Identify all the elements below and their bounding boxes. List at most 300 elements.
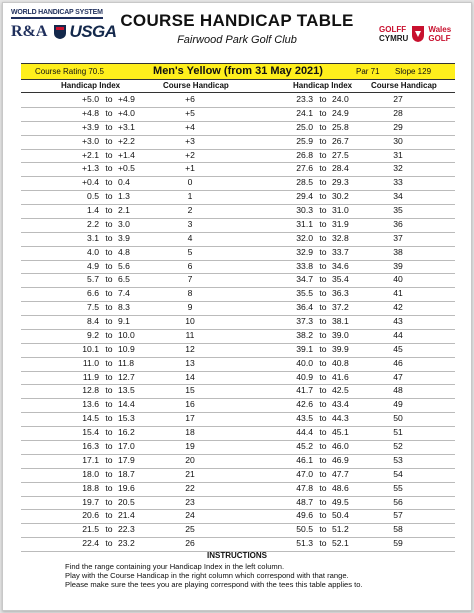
course-handicap: 22 — [185, 482, 195, 493]
course-handicap: 47 — [393, 371, 403, 382]
index-high: 24.0 — [332, 94, 349, 104]
index-low: 40.9 — [296, 371, 313, 382]
course-handicap: 21 — [185, 468, 195, 479]
index-low: 12.8 — [82, 385, 99, 396]
index-low: 20.6 — [82, 510, 99, 521]
to-word: to — [105, 357, 113, 368]
index-low: +3.9 — [82, 121, 99, 132]
course-handicap: 14 — [185, 371, 195, 382]
index-high: 30.2 — [332, 191, 349, 202]
course-handicap: 11 — [185, 329, 195, 340]
course-handicap: 4 — [187, 232, 193, 243]
index-high: +0.5 — [118, 163, 135, 174]
index-high: 41.6 — [332, 371, 349, 382]
index-high: 43.4 — [332, 399, 349, 410]
course-handicap: 45 — [393, 343, 403, 354]
index-low: 9.2 — [87, 329, 99, 340]
index-high: 9.1 — [118, 316, 130, 327]
index-high: 44.3 — [332, 413, 349, 424]
course-handicap: 17 — [185, 413, 195, 424]
column-header-index-left: Handicap Index — [61, 81, 121, 90]
table-row — [3, 219, 471, 233]
course-handicap: 32 — [393, 163, 403, 174]
randa-logo: R&A — [11, 23, 48, 40]
to-word: to — [319, 482, 327, 493]
to-word: to — [319, 413, 327, 424]
index-high: 35.4 — [332, 274, 349, 285]
index-low: 21.5 — [82, 524, 99, 535]
index-high: 2.1 — [118, 205, 130, 216]
column-header-handicap-right: Course Handicap — [371, 81, 437, 90]
instructions-title: INSTRUCTIONS — [207, 551, 267, 560]
index-low: 1.4 — [87, 205, 99, 216]
index-high: 15.3 — [118, 413, 135, 424]
index-high: 16.2 — [118, 427, 135, 438]
to-word: to — [319, 191, 327, 202]
index-low: +4.8 — [82, 107, 99, 118]
index-low: 34.7 — [296, 274, 313, 285]
course-handicap: 25 — [185, 524, 195, 535]
course-handicap: 12 — [185, 343, 195, 354]
course-handicap: 13 — [185, 357, 195, 368]
to-word: to — [105, 468, 113, 479]
course-handicap: 8 — [187, 288, 193, 299]
course-handicap: 46 — [393, 357, 403, 368]
index-low: 17.1 — [82, 454, 99, 465]
index-high: 20.5 — [118, 496, 135, 507]
to-word: to — [319, 538, 327, 549]
index-high: 14.4 — [118, 399, 135, 410]
index-low: 11.9 — [82, 371, 99, 382]
index-high: 19.6 — [118, 482, 135, 493]
index-low: 42.6 — [296, 399, 313, 410]
to-word: to — [105, 135, 113, 146]
index-low: 49.6 — [296, 510, 313, 521]
par-value: Par 71 — [356, 67, 380, 76]
index-high: 17.0 — [118, 441, 135, 451]
course-handicap: 54 — [393, 468, 403, 479]
course-handicap: 42 — [393, 302, 403, 313]
to-word: to — [105, 343, 113, 354]
to-word: to — [319, 371, 327, 382]
to-word: to — [105, 218, 113, 229]
course-rating: Course Rating 70.5 — [35, 67, 104, 76]
index-high: 3.0 — [118, 218, 130, 229]
handicap-table-page — [2, 2, 472, 611]
index-high: 31.0 — [332, 205, 349, 216]
index-high: 10.9 — [118, 343, 135, 354]
index-high: 4.8 — [118, 246, 130, 257]
course-handicap: 56 — [393, 496, 403, 507]
to-word: to — [319, 218, 327, 229]
to-word: to — [105, 441, 113, 451]
index-high: 11.8 — [118, 357, 135, 368]
to-word: to — [105, 260, 113, 271]
index-low: 47.8 — [296, 482, 313, 493]
course-handicap: 3 — [187, 218, 193, 229]
course-handicap: 43 — [393, 316, 403, 327]
index-low: 47.0 — [296, 468, 313, 479]
club-name: Fairwood Park Golf Club — [177, 34, 297, 46]
course-handicap: +1 — [185, 163, 195, 174]
to-word: to — [105, 496, 113, 507]
index-low: 41.7 — [296, 385, 313, 396]
to-word: to — [105, 232, 113, 243]
index-low: 24.1 — [296, 107, 313, 118]
index-low: 26.8 — [296, 149, 313, 160]
course-handicap: 20 — [185, 454, 195, 465]
course-handicap: 49 — [393, 399, 403, 410]
to-word: to — [105, 107, 113, 118]
index-high: 1.3 — [118, 191, 130, 202]
to-word: to — [105, 413, 113, 424]
to-word: to — [319, 107, 327, 118]
to-word: to — [319, 232, 327, 243]
table-row — [3, 136, 471, 150]
index-low: 33.8 — [296, 260, 313, 271]
index-high: 51.2 — [332, 524, 349, 535]
course-handicap: 41 — [393, 288, 403, 299]
course-handicap: +6 — [185, 94, 195, 104]
to-word: to — [319, 510, 327, 521]
index-high: 3.9 — [118, 232, 130, 243]
index-high: 12.7 — [118, 371, 135, 382]
index-low: 27.6 — [296, 163, 313, 174]
index-high: 50.4 — [332, 510, 349, 521]
to-word: to — [105, 274, 113, 285]
to-word: to — [319, 149, 327, 160]
index-high: 10.0 — [118, 329, 135, 340]
index-high: 27.5 — [332, 149, 349, 160]
index-low: 35.5 — [296, 288, 313, 299]
index-high: 24.9 — [332, 107, 349, 118]
to-word: to — [105, 399, 113, 410]
course-handicap: 30 — [393, 135, 403, 146]
index-low: 4.9 — [87, 260, 99, 271]
to-word: to — [105, 524, 113, 535]
index-low: 19.7 — [82, 496, 99, 507]
index-low: 50.5 — [296, 524, 313, 535]
to-word: to — [105, 163, 113, 174]
index-low: 2.2 — [87, 218, 99, 229]
index-high: 36.3 — [332, 288, 349, 299]
header-divider — [21, 92, 455, 93]
to-word: to — [319, 121, 327, 132]
to-word: to — [105, 94, 113, 104]
index-high: +1.4 — [118, 149, 135, 160]
to-word: to — [105, 149, 113, 160]
to-word: to — [319, 135, 327, 146]
course-handicap: 58 — [393, 524, 403, 535]
instruction-line: Find the range containing your Handicap Index in the left column. — [65, 562, 285, 571]
index-high: 49.5 — [332, 496, 349, 507]
course-handicap: 37 — [393, 232, 403, 243]
table-row — [3, 524, 471, 538]
index-high: 21.4 — [118, 510, 135, 521]
course-handicap: 33 — [393, 177, 403, 188]
index-low: 30.3 — [296, 205, 313, 216]
index-high: 25.8 — [332, 121, 349, 132]
index-low: 25.0 — [296, 121, 313, 132]
index-low: 15.4 — [82, 427, 99, 438]
index-low: 40.0 — [296, 357, 313, 368]
index-low: 28.5 — [296, 177, 313, 188]
index-high: 48.6 — [332, 482, 349, 493]
course-handicap: 57 — [393, 510, 403, 521]
course-handicap: 39 — [393, 260, 403, 271]
course-handicap: +5 — [185, 107, 195, 118]
index-low: 29.4 — [296, 191, 313, 202]
index-high: 46.0 — [332, 441, 349, 451]
to-word: to — [319, 246, 327, 257]
course-handicap: 18 — [185, 427, 195, 438]
index-high: 37.2 — [332, 302, 349, 313]
course-handicap: 7 — [187, 274, 193, 285]
index-low: +3.0 — [82, 135, 99, 146]
index-low: 43.5 — [296, 413, 313, 424]
course-handicap: 31 — [393, 149, 403, 160]
index-low: +2.1 — [82, 149, 99, 160]
course-handicap: 26 — [185, 538, 195, 549]
index-low: 46.1 — [296, 454, 313, 465]
tee-name: Men's Yellow (from 31 May 2021) — [153, 65, 323, 77]
course-handicap: 35 — [393, 205, 403, 216]
index-high: 32.8 — [332, 232, 349, 243]
index-low: 4.0 — [87, 246, 99, 257]
tee-info-band — [21, 63, 455, 80]
cymru-logo-text: CYMRU — [379, 34, 409, 43]
index-low: 18.8 — [82, 482, 99, 493]
to-word: to — [105, 538, 113, 549]
index-low: 32.0 — [296, 232, 313, 243]
index-high: 31.9 — [332, 218, 349, 229]
index-high: 6.5 — [118, 274, 130, 285]
index-low: 32.9 — [296, 246, 313, 257]
to-word: to — [319, 205, 327, 216]
index-low: 6.6 — [87, 288, 99, 299]
table-row — [3, 177, 471, 191]
index-high: 40.8 — [332, 357, 349, 368]
whs-logo-text: WORLD HANDICAP SYSTEM — [11, 9, 103, 16]
course-handicap: 10 — [185, 316, 195, 327]
index-low: +5.0 — [82, 94, 99, 104]
index-low: 39.1 — [296, 343, 313, 354]
index-high: 39.9 — [332, 343, 349, 354]
course-handicap: 24 — [185, 510, 195, 521]
index-low: 23.3 — [296, 94, 313, 104]
to-word: to — [105, 329, 113, 340]
index-high: +3.1 — [118, 121, 135, 132]
index-high: +4.0 — [118, 107, 135, 118]
to-word: to — [105, 385, 113, 396]
to-word: to — [319, 94, 327, 104]
to-word: to — [319, 302, 327, 313]
index-low: +1.3 — [82, 163, 99, 174]
to-word: to — [319, 385, 327, 396]
to-word: to — [105, 371, 113, 382]
course-handicap: +2 — [185, 149, 195, 160]
course-handicap: 51 — [393, 427, 403, 438]
index-high: 47.7 — [332, 468, 349, 479]
index-high: 45.1 — [332, 427, 349, 438]
course-handicap: 48 — [393, 385, 403, 396]
course-handicap: 38 — [393, 246, 403, 257]
to-word: to — [105, 454, 113, 465]
index-low: 5.7 — [87, 274, 99, 285]
column-header-index-right: Handicap Index — [293, 81, 353, 90]
to-word: to — [105, 121, 113, 132]
index-high: 33.7 — [332, 246, 349, 257]
index-high: +2.2 — [118, 135, 135, 146]
to-word: to — [105, 427, 113, 438]
to-word: to — [105, 302, 113, 313]
index-low: +0.4 — [82, 177, 99, 188]
course-handicap: 27 — [393, 94, 403, 104]
course-handicap: 59 — [393, 538, 403, 549]
page-title: COURSE HANDICAP TABLE — [120, 11, 354, 30]
course-handicap: 36 — [393, 218, 403, 229]
index-high: 46.9 — [332, 454, 349, 465]
to-word: to — [319, 343, 327, 354]
index-high: 38.1 — [332, 316, 349, 327]
course-handicap: 6 — [187, 260, 193, 271]
index-low: 45.2 — [296, 441, 313, 451]
index-low: 3.1 — [87, 232, 99, 243]
course-handicap: 16 — [185, 399, 195, 410]
index-high: 28.4 — [332, 163, 349, 174]
index-low: 38.2 — [296, 329, 313, 340]
course-handicap: 15 — [185, 385, 195, 396]
index-high: 17.9 — [118, 454, 135, 465]
to-word: to — [319, 524, 327, 535]
to-word: to — [319, 177, 327, 188]
table-row — [3, 427, 471, 441]
to-word: to — [319, 427, 327, 438]
index-high: 8.3 — [118, 302, 130, 313]
to-word: to — [105, 191, 113, 202]
index-low: 7.5 — [87, 302, 99, 313]
index-low: 44.4 — [296, 427, 313, 438]
table-row — [3, 261, 471, 275]
index-high: 29.3 — [332, 177, 349, 188]
index-high: 42.5 — [332, 385, 349, 396]
to-word: to — [319, 316, 327, 327]
golff-logo-text: GOLFF — [379, 25, 407, 34]
to-word: to — [319, 454, 327, 465]
instruction-line: Play with the Course Handicap in the right column which correspond with that range. — [65, 571, 349, 580]
to-word: to — [105, 482, 113, 493]
course-handicap: 52 — [393, 441, 403, 451]
to-word: to — [319, 357, 327, 368]
to-word: to — [319, 468, 327, 479]
index-high: 18.7 — [118, 468, 135, 479]
course-handicap: 28 — [393, 107, 403, 118]
course-handicap: +4 — [185, 121, 195, 132]
to-word: to — [319, 441, 327, 451]
index-low: 13.6 — [82, 399, 99, 410]
to-word: to — [319, 260, 327, 271]
table-row — [3, 302, 471, 316]
course-handicap: 53 — [393, 454, 403, 465]
to-word: to — [319, 288, 327, 299]
index-low: 14.5 — [82, 413, 99, 424]
dragon-shield-icon — [411, 25, 425, 43]
index-low: 8.4 — [87, 316, 99, 327]
index-high: 23.2 — [118, 538, 135, 549]
table-row — [3, 483, 471, 497]
slope-value: Slope 129 — [395, 67, 432, 76]
golf-cymru-wales-golf-logo — [379, 21, 463, 47]
index-high: 0.4 — [118, 177, 130, 188]
wales-logo-text: Wales — [428, 25, 452, 34]
index-low: 10.1 — [82, 343, 99, 354]
table-row — [3, 344, 471, 358]
course-handicap: 44 — [393, 329, 403, 340]
instruction-line: Please make sure the tees you are playing correspond with the tees this table applies to. — [65, 580, 363, 589]
to-word: to — [105, 177, 113, 188]
course-handicap: 0 — [187, 177, 193, 188]
index-high: 13.5 — [118, 385, 135, 396]
index-low: 0.5 — [87, 191, 99, 202]
to-word: to — [319, 329, 327, 340]
course-handicap: 2 — [187, 205, 193, 216]
index-low: 51.3 — [296, 538, 313, 549]
course-handicap: 1 — [187, 191, 193, 202]
index-low: 31.1 — [296, 218, 313, 229]
course-handicap: 23 — [185, 496, 195, 507]
golf-logo-text: GOLF — [428, 34, 451, 43]
index-low: 22.4 — [82, 538, 99, 549]
to-word: to — [319, 274, 327, 285]
course-handicap: 40 — [393, 274, 403, 285]
index-low: 25.9 — [296, 135, 313, 146]
index-low: 48.7 — [296, 496, 313, 507]
to-word: to — [319, 163, 327, 174]
course-handicap: +3 — [185, 135, 195, 146]
to-word: to — [319, 399, 327, 410]
to-word: to — [105, 316, 113, 327]
index-high: 26.7 — [332, 135, 349, 146]
to-word: to — [105, 288, 113, 299]
index-high: +4.9 — [118, 94, 135, 104]
index-low: 37.3 — [296, 316, 313, 327]
index-high: 22.3 — [118, 524, 135, 535]
index-low: 11.0 — [82, 357, 99, 368]
course-handicap: 19 — [185, 441, 195, 451]
course-handicap: 5 — [187, 246, 193, 257]
index-high: 34.6 — [332, 260, 349, 271]
table-row — [3, 385, 471, 399]
to-word: to — [105, 246, 113, 257]
index-low: 16.3 — [82, 441, 99, 451]
column-header-handicap-left: Course Handicap — [163, 81, 229, 90]
index-high: 52.1 — [332, 538, 349, 549]
course-handicap: 55 — [393, 482, 403, 493]
index-high: 39.0 — [332, 329, 349, 340]
to-word: to — [105, 510, 113, 521]
to-word: to — [105, 205, 113, 216]
usga-logo: USGA — [69, 22, 117, 41]
course-handicap: 9 — [187, 302, 193, 313]
course-handicap: 50 — [393, 413, 403, 424]
index-low: 18.0 — [82, 468, 99, 479]
to-word: to — [319, 496, 327, 507]
course-handicap: 34 — [393, 191, 403, 202]
index-low: 36.4 — [296, 302, 313, 313]
index-high: 7.4 — [118, 288, 130, 299]
index-high: 5.6 — [118, 260, 130, 271]
course-handicap: 29 — [393, 121, 403, 132]
